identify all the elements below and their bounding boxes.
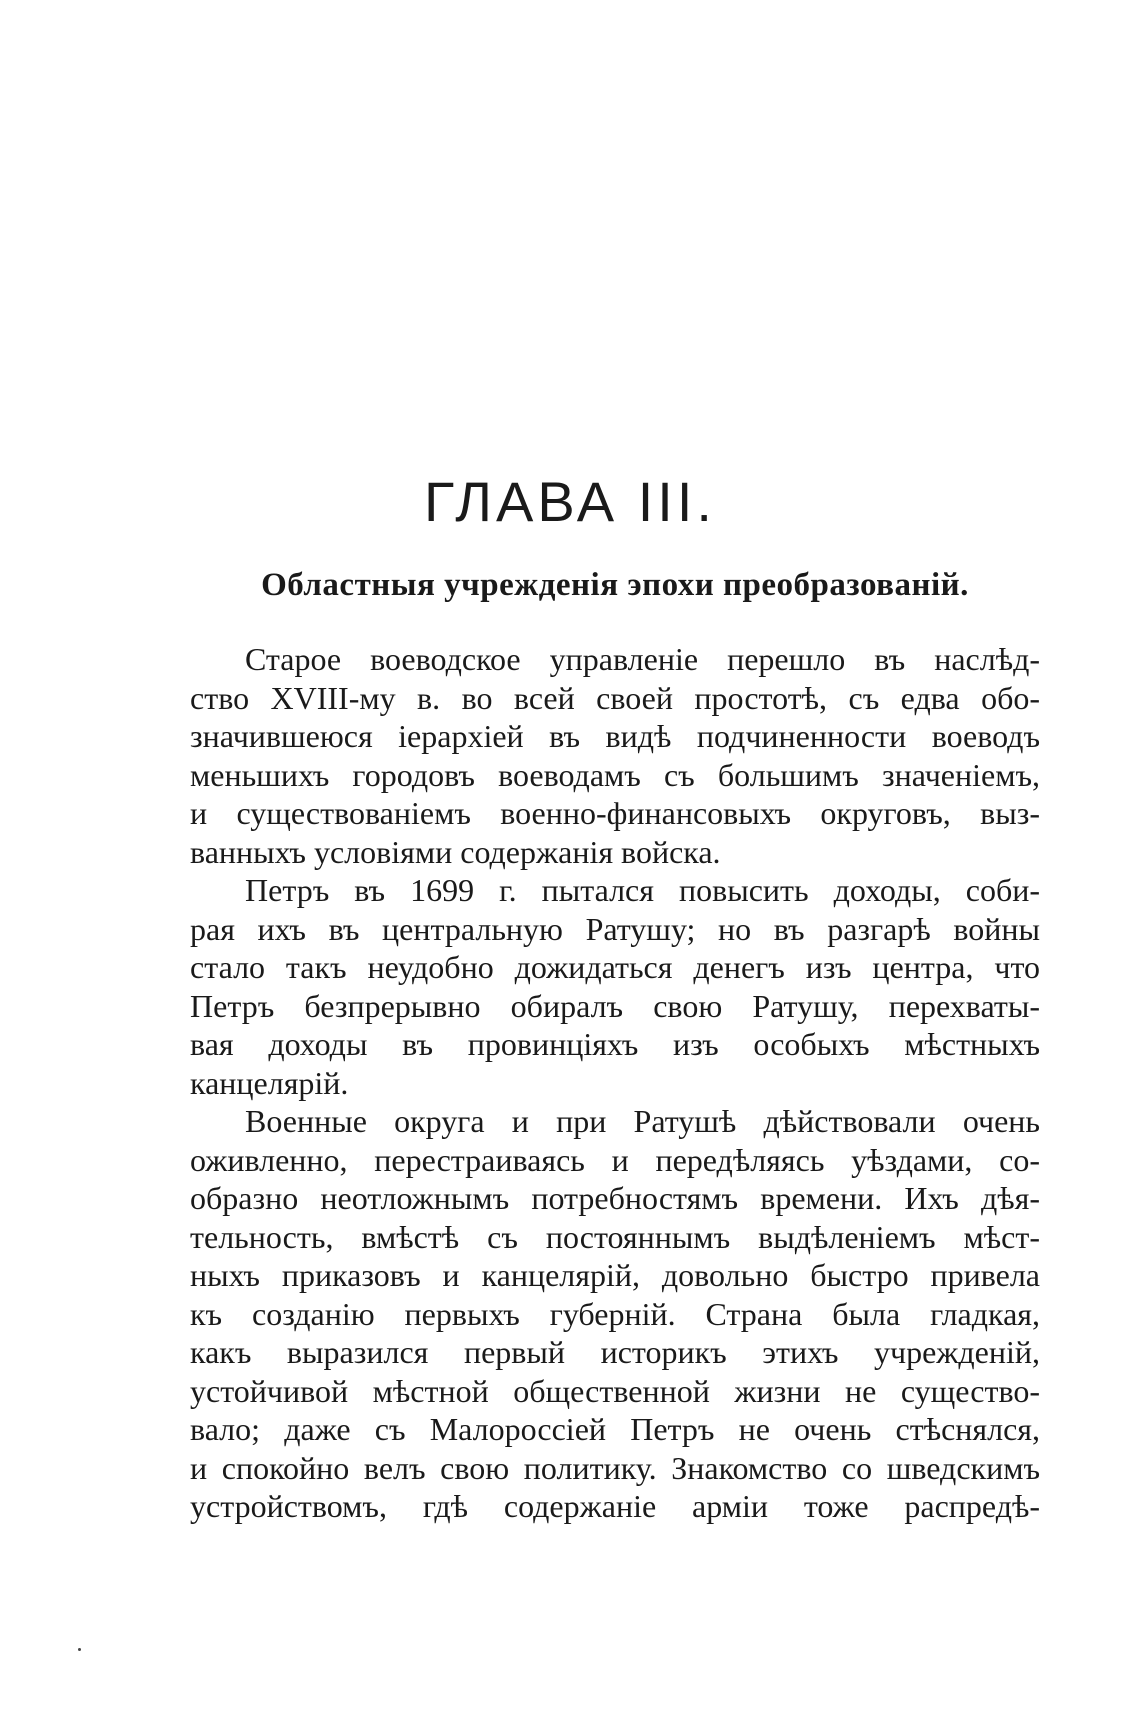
section-heading: Областныя учрежденія эпохи преобразованій.	[261, 567, 969, 603]
body-text	[190, 640, 1040, 1526]
text-line: образно неотложнымъ потребностямъ времени. Ихъ дѣя-	[190, 1180, 1040, 1216]
text-line: значившеюся іерархіей въ видѣ подчиненности воеводъ	[190, 718, 1040, 754]
text-line: Петръ въ 1699 г. пытался повысить доходы, соби-	[245, 872, 1040, 908]
text-line: вая доходы въ провинціяхъ изъ особыхъ мѣстныхъ	[190, 1026, 1040, 1062]
text-line: и существованіемъ военно-финансовыхъ округовъ, выз-	[190, 795, 1040, 831]
text-line: устройствомъ, гдѣ содержаніе арміи тоже распредѣ-	[190, 1488, 1040, 1524]
text-line: къ созданію первыхъ губерній. Страна была гладкая,	[190, 1295, 1040, 1332]
paragraph	[190, 871, 1040, 1102]
text-line: вало; даже съ Малороссіей Петръ не очень стѣснялся,	[190, 1411, 1040, 1447]
text-line: Старое воеводское управленіе перешло въ наслѣд-	[245, 641, 1040, 677]
text-line: ныхъ приказовъ и канцелярій, довольно быстро привела	[190, 1257, 1040, 1293]
text-line: рая ихъ въ центральную Ратушу; но въ разгарѣ войны	[190, 910, 1040, 947]
text-line: ство XVIII-му в. во всей своей простотѣ, съ едва обо-	[190, 679, 1040, 716]
text-line: и спокойно велъ свою политику. Знакомство со шведскимъ	[190, 1449, 1040, 1486]
text-line: канцелярій.	[190, 1064, 349, 1101]
scan-speck	[78, 1648, 81, 1651]
text-line: стало такъ неудобно дожидаться денегъ изъ центра, что	[190, 949, 1040, 985]
text-line: Петръ безпрерывно обиралъ свою Ратушу, перехваты-	[190, 987, 1040, 1024]
text-line: оживленно, перестраиваясь и передѣляясь уѣздами, со-	[190, 1141, 1040, 1178]
chapter-heading: ГЛАВА III.	[424, 470, 716, 533]
text-line: Военные округа и при Ратушѣ дѣйствовали очень	[245, 1103, 1040, 1139]
text-line: меньшихъ городовъ воеводамъ съ большимъ значеніемъ,	[190, 756, 1040, 793]
paragraph	[190, 1102, 1040, 1526]
paragraph	[190, 640, 1040, 871]
text-line: какъ выразился первый историкъ этихъ учрежденій,	[190, 1334, 1040, 1370]
text-line: устойчивой мѣстной общественной жизни не существо-	[190, 1372, 1040, 1409]
text-line: ванныхъ условіями содержанія войска.	[190, 833, 721, 870]
text-line: тельность, вмѣстѣ съ постояннымъ выдѣленіемъ мѣст-	[190, 1218, 1040, 1255]
